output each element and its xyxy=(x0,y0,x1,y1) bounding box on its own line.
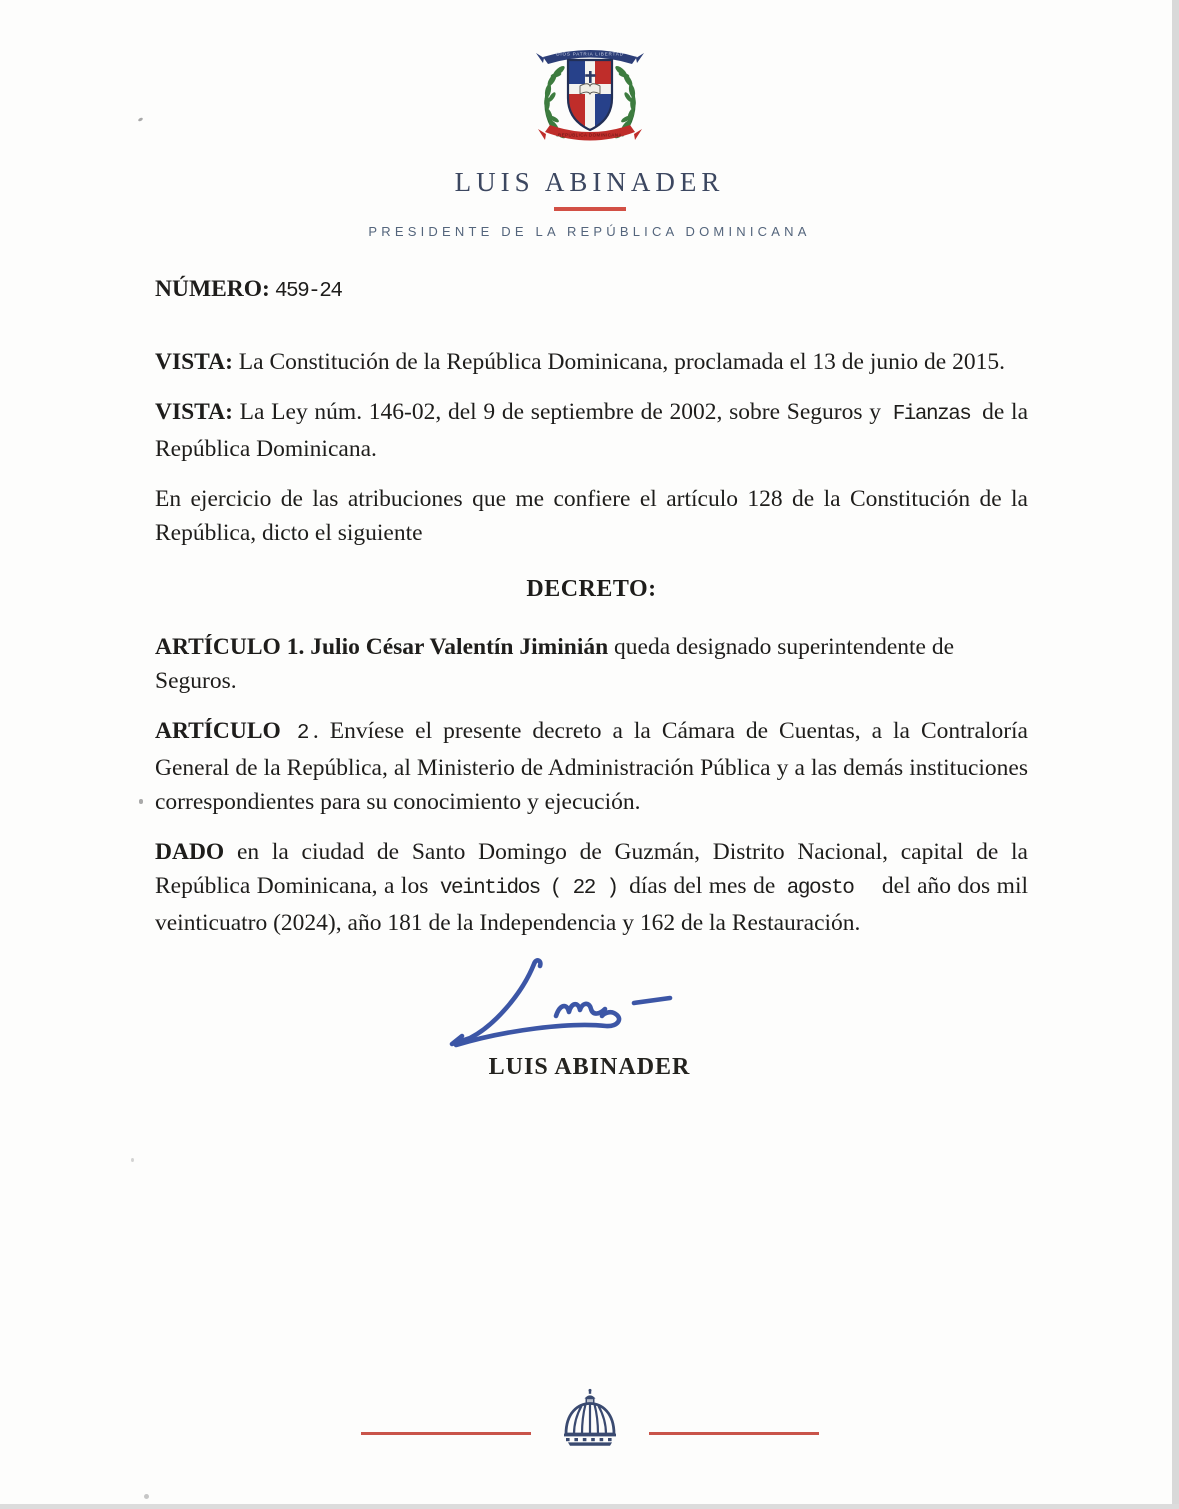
emblem-motto-bottom: REPÚBLICA DOMINICANA xyxy=(557,132,622,138)
article-2-label: ARTÍCULO xyxy=(155,718,292,744)
emblem-motto-top: DIOS PATRIA LIBERTAD xyxy=(555,51,624,57)
vista-paragraph-1 xyxy=(155,345,1028,379)
article-1-name: Julio César Valentín Jiminián xyxy=(304,634,609,660)
intro-paragraph: En ejercicio de las atribuciones que me confiere el artículo 128 de la Constitución de la República, dicto el siguiente xyxy=(155,486,1028,546)
decree-heading: DECRETO: xyxy=(526,576,657,602)
vista-1-text: La Constitución de la República Dominicana, proclamada el 13 de junio de 2015. xyxy=(232,349,1005,375)
article-1-paragraph xyxy=(155,630,1028,698)
dominican-coat-of-arms-icon xyxy=(528,42,652,154)
decree-number-label: NÚMERO: xyxy=(155,276,270,302)
footer-rule-right xyxy=(649,1432,819,1435)
emblem-shield xyxy=(568,60,612,132)
scan-edge-bottom xyxy=(0,1504,1179,1509)
article-1-label: ARTÍCULO 1. xyxy=(155,634,305,660)
decree-number-line xyxy=(155,272,1028,309)
dado-label: DADO xyxy=(155,839,225,865)
dado-text-2: días del mes de xyxy=(622,873,782,899)
dado-paragraph xyxy=(155,835,1028,940)
scan-speck xyxy=(131,1158,134,1162)
dado-typed-day-number: ( 22 ) xyxy=(549,877,618,900)
palace-dome-icon xyxy=(558,1388,622,1446)
decree-number-value: 459-24 xyxy=(274,280,342,303)
article-2-typed-number: 2 xyxy=(296,722,308,745)
page-footer xyxy=(0,1388,1179,1446)
vista-paragraph-2 xyxy=(155,395,1028,466)
red-divider xyxy=(554,207,626,211)
vista-1-label: VISTA: xyxy=(155,349,233,375)
vista-2-label: VISTA: xyxy=(155,399,233,425)
dado-text-1: en la ciudad de Santo Domingo de Guzmán, Distrito Nacional, capital de la República Dominicana, a los xyxy=(155,839,1028,899)
article-2-paragraph xyxy=(155,714,1028,819)
vista-2-text-2: de la República Dominicana. xyxy=(155,399,1028,462)
dado-text-3: del año dos mil veinticuatro (2024), año 181 de la Independencia y 162 de la Restauración. xyxy=(155,873,1029,936)
footer-rule-left xyxy=(361,1432,531,1435)
signature-block xyxy=(0,950,1179,1081)
scan-edge-right xyxy=(1172,0,1179,1509)
signature-ink xyxy=(444,950,704,1054)
scan-speck xyxy=(144,1494,149,1499)
scan-speck xyxy=(138,117,144,122)
signatory-name: LUIS ABINADER xyxy=(488,1054,691,1080)
scan-speck xyxy=(139,799,143,804)
article-2-text: . Envíese el presente decreto a la Cámara de Cuentas, a la Contraloría General de la República, al Ministerio de Administración Pública y a las demás instituciones correspondientes para su conocimiento y ejecución. xyxy=(155,718,1028,815)
dado-typed-day-word: veintidos xyxy=(439,877,540,900)
article-1-text: queda designado superintendente de Seguros. xyxy=(155,634,955,694)
dado-typed-month: agosto xyxy=(786,877,854,900)
page-title: LUIS ABINADER xyxy=(454,167,725,197)
page-subtitle: PRESIDENTE DE LA REPÚBLICA DOMINICANA xyxy=(368,224,811,239)
decree-body xyxy=(0,272,1179,940)
vista-2-typed-insert: Fianzas xyxy=(892,403,971,426)
vista-2-text-1: La Ley núm. 146-02, del 9 de septiembre de 2002, sobre Seguros y xyxy=(232,399,888,425)
